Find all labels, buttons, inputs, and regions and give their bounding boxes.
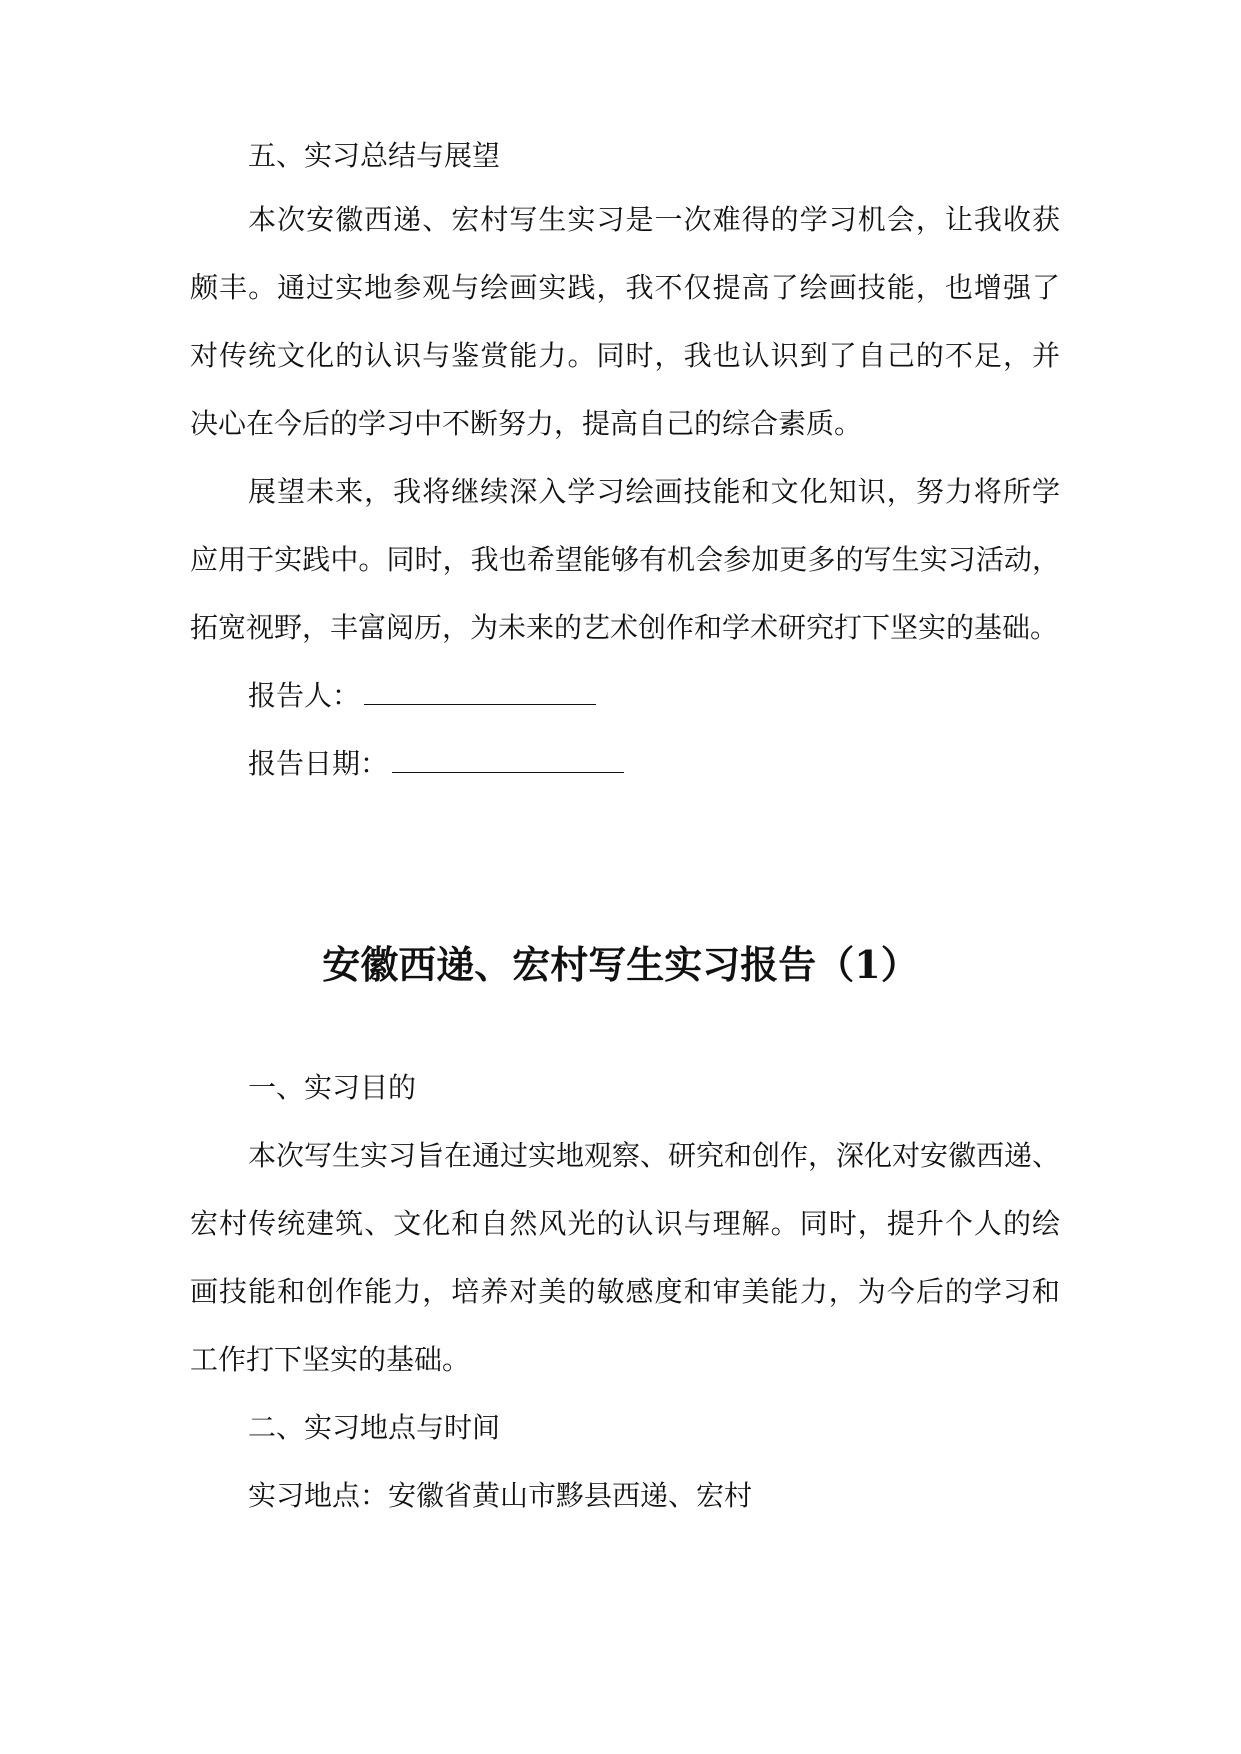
report-date-blank: [392, 744, 624, 773]
paragraph-line: 展望未来，我将继续深入学习绘画技能和文化知识，努力将所学: [248, 475, 1060, 508]
report-date-line: [248, 744, 624, 784]
section-heading-summary: 五、实习总结与展望: [248, 139, 501, 172]
paragraph-line: 工作打下坚实的基础。: [190, 1343, 471, 1376]
reporter-label: 报告人：: [248, 679, 361, 712]
section-heading-purpose: 一、实习目的: [248, 1071, 417, 1104]
paragraph-line: 宏村传统建筑、文化和自然风光的认识与理解。同时，提升个人的绘: [190, 1207, 1060, 1240]
paragraph-line: 决心在今后的学习中不断努力，提高自己的综合素质。: [190, 407, 863, 440]
location-line: 实习地点：安徽省黄山市黟县西递、宏村: [248, 1479, 753, 1512]
paragraph-line: 拓宽视野，丰富阅历，为未来的艺术创作和学术研究打下坚实的基础。: [190, 611, 1059, 644]
reporter-line: [248, 676, 596, 716]
document-title: 安徽西递、宏村写生实习报告（1）: [322, 942, 919, 987]
paragraph-line: 对传统文化的认识与鉴赏能力。同时，我也认识到了自己的不足，并: [190, 339, 1060, 372]
paragraph-line: 画技能和创作能力，培养对美的敏感度和审美能力，为今后的学习和: [190, 1275, 1060, 1308]
reporter-blank: [364, 676, 596, 705]
section-heading-location-time: 二、实习地点与时间: [248, 1411, 501, 1444]
paragraph-line: 本次写生实习旨在通过实地观察、研究和创作，深化对安徽西递、: [248, 1139, 1061, 1172]
paragraph-line: 本次安徽西递、宏村写生实习是一次难得的学习机会，让我收获: [248, 203, 1060, 236]
paragraph-line: 应用于实践中。同时，我也希望能够有机会参加更多的写生实习活动，: [190, 543, 1060, 576]
report-date-label: 报告日期：: [248, 747, 389, 780]
paragraph-line: 颇丰。通过实地参观与绘画实践，我不仅提高了绘画技能，也增强了: [190, 271, 1060, 304]
